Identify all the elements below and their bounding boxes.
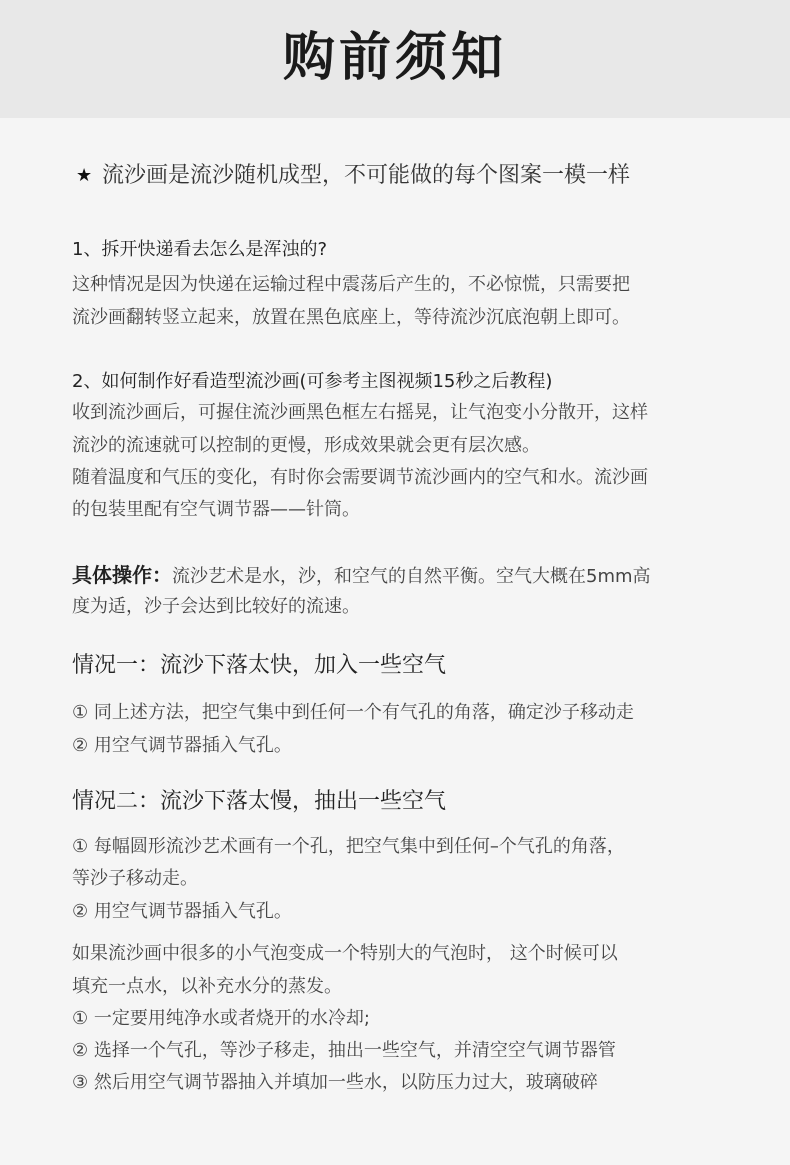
section-2-line-4: 的包装里配有空气调节器——针筒。 — [72, 499, 360, 520]
bubble-line-4: ② 选择一个气孔，等沙子移走，抽出一些空气，并清空空气调节器管 — [72, 1040, 616, 1061]
bubble-line-1: 如果流沙画中很多的小气泡变成一个特别大的气泡时， 这个时候可以 — [72, 943, 618, 964]
case-1-title: 情况一：流沙下落太快，加入一些空气 — [72, 653, 447, 678]
section-2-line-1: 收到流沙画后，可握住流沙画黑色框左右摇晃，让气泡变小分散开，这样 — [72, 402, 648, 423]
operation-text-1: 流沙艺术是水，沙，和空气的自然平衡。空气大概在5mm高 — [172, 566, 651, 587]
case-2-line-1: ① 每幅圆形流沙艺术画有一个孔，把空气集中到任何–个气孔的角落， — [72, 836, 625, 857]
operation-line-2: 度为适，沙子会达到比较好的流速。 — [72, 596, 360, 617]
section-1-heading: 1、拆开快递看去怎么是浑浊的? — [72, 239, 328, 260]
case-1-line-2: ② 用空气调节器插入气孔。 — [72, 735, 292, 756]
operation-label: 具体操作： — [72, 563, 172, 587]
star-note-text: 流沙画是流沙随机成型，不可能做的每个图案一模一样 — [102, 163, 631, 188]
star-note — [76, 160, 630, 192]
case-2-line-3: ② 用空气调节器插入气孔。 — [72, 901, 292, 922]
case-1-line-1: ① 同上述方法，把空气集中到任何一个有气孔的角落，确定沙子移动走 — [72, 702, 634, 723]
section-1-line-1: 这种情况是因为快递在运输过程中震荡后产生的，不必惊慌，只需要把 — [72, 274, 630, 295]
bubble-line-3: ① 一定要用纯净水或者烧开的水冷却; — [72, 1008, 370, 1029]
section-2-heading: 2、如何制作好看造型流沙画(可参考主图视频15秒之后教程) — [72, 371, 553, 392]
page-title: 购前须知 — [282, 28, 507, 88]
bubble-line-2: 填充一点水，以补充水分的蒸发。 — [72, 976, 342, 997]
case-2-line-2: 等沙子移动走。 — [72, 868, 198, 889]
section-2-line-3: 随着温度和气压的变化，有时你会需要调节流沙画内的空气和水。流沙画 — [72, 467, 648, 488]
header-banner — [0, 0, 790, 118]
case-2-title: 情况二：流沙下落太慢，抽出一些空气 — [72, 789, 447, 814]
star-icon: ★ — [76, 165, 93, 186]
section-1-line-2: 流沙画翻转竖立起来，放置在黑色底座上，等待流沙沉底泡朝上即可。 — [72, 307, 630, 328]
section-2-line-2: 流沙的流速就可以控制的更慢，形成效果就会更有层次感。 — [72, 435, 540, 456]
operation-line-1 — [72, 562, 651, 590]
bubble-line-5: ③ 然后用空气调节器抽入并填加一些水，以防压力过大，玻璃破碎 — [72, 1072, 598, 1093]
